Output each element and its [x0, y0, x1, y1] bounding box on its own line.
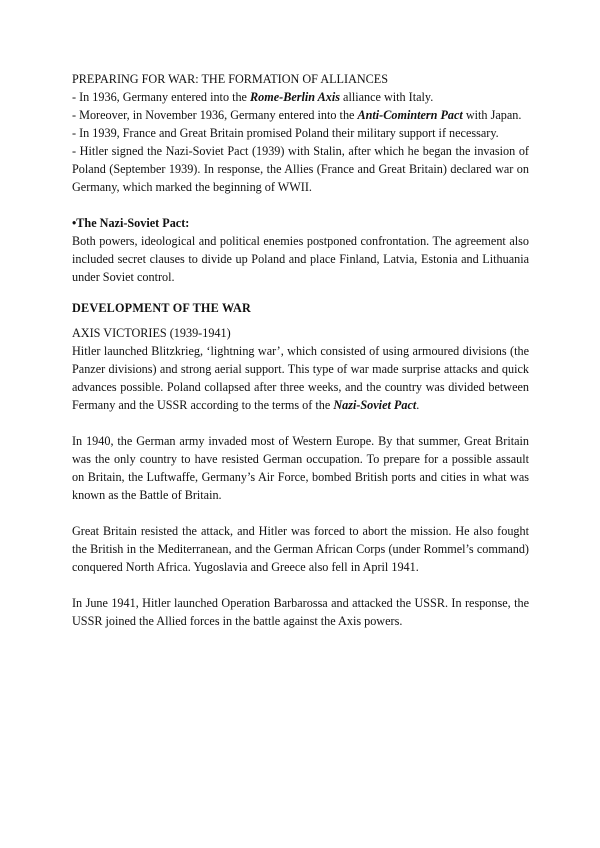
pact-heading: [72, 214, 529, 232]
paragraph-rome-berlin: [72, 88, 529, 106]
emphasis-anti-comintern-pact: Anti-Comintern Pact: [357, 108, 463, 122]
emphasis-nazi-soviet-pact: Nazi-Soviet Pact: [333, 398, 417, 412]
paragraph-north-africa: Great Britain resisted the attack, and Hitler was forced to abort the mission. He also fought the British in the Mediterranean, and the German African Corps (under Rommel’s command) conquered North Africa. Yugoslavia and Greece also fell in April 1941.: [72, 524, 529, 574]
subheading-axis-victories: AXIS VICTORIES (1939-1941): [72, 326, 231, 340]
spacer: [72, 504, 529, 522]
text: Hitler launched Blitzkrieg, ‘lightning war’, which consisted of using armoured divisions (the Panzer divisions) and strong aerial support. This type of war made surprise attacks and quick advances possible. Poland collapsed after three weeks, and the country was divided between Fermany and the USSR according to the terms of the: [72, 344, 529, 412]
emphasis-rome-berlin-axis: Rome-Berlin Axis: [250, 90, 340, 104]
spacer: [72, 317, 529, 324]
spacer: [72, 414, 529, 432]
spacer: [72, 576, 529, 594]
paragraph-pact-body: Both powers, ideological and political enemies postponed confrontation. The agreement also included secret clauses to divide up Poland and place Finland, Latvia, Estonia and Lithuania under Soviet control.: [72, 234, 529, 284]
text: with Japan.: [462, 108, 522, 122]
paragraph-barbarossa: In June 1941, Hitler launched Operation Barbarossa and attacked the USSR. In response, the USSR joined the Allied forces in the battle against the Axis powers.: [72, 596, 529, 628]
bullet-icon: •: [72, 216, 77, 230]
text: .: [416, 398, 420, 412]
text: alliance with Italy.: [339, 90, 434, 104]
spacer: [72, 196, 529, 214]
paragraph-nazi-soviet-pact: - Hitler signed the Nazi-Soviet Pact (1939) with Stalin, after which he began the invasion of Poland (September 1939). In response, the Allies (France and Great Britain) declared war on Germany, which marked the beginning of WWII.: [72, 144, 529, 194]
text: - In 1936, Germany entered into the: [72, 90, 251, 104]
text: - Moreover, in November 1936, Germany entered into the: [72, 108, 358, 122]
paragraph-blitzkrieg: [72, 342, 529, 414]
paragraph-poland-support: - In 1939, France and Great Britain promised Poland their military support if necessary.: [72, 126, 499, 140]
section-heading-development: DEVELOPMENT OF THE WAR: [72, 301, 252, 315]
pact-title: The Nazi-Soviet Pact:: [76, 216, 190, 230]
paragraph-battle-of-britain: In 1940, the German army invaded most of Western Europe. By that summer, Great Britain was the only country to have resisted German occupation. To prepare for a possible assault on Britain, the Luftwaffe, Germany’s Air Force, bombed British ports and cities in what was known as the Battle of Britain.: [72, 434, 529, 502]
spacer: [72, 286, 529, 297]
document-page: [72, 70, 529, 630]
paragraph-anti-comintern: [72, 106, 529, 124]
section-heading-alliances: PREPARING FOR WAR: THE FORMATION OF ALLIANCES: [72, 72, 389, 86]
